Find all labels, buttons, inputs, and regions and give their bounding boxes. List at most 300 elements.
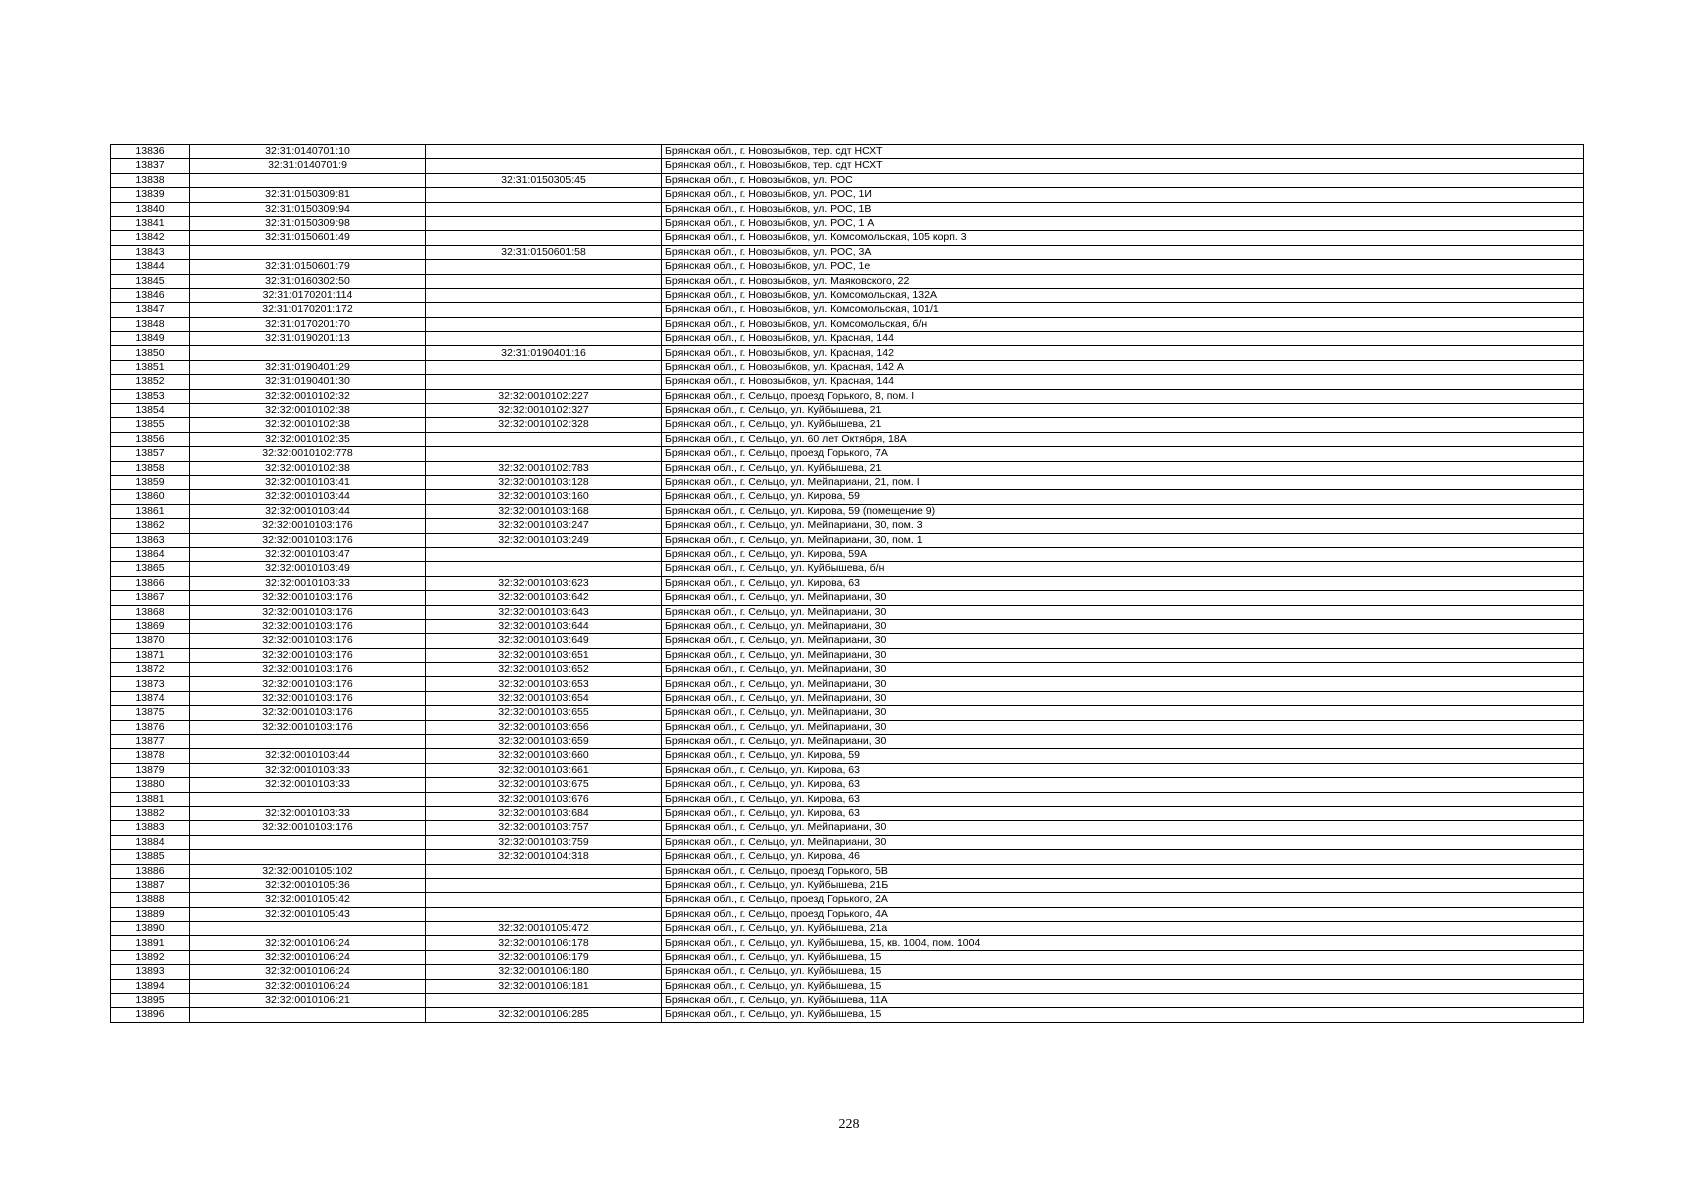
table-row	[111, 475, 1584, 489]
object-cadastral-number-cell: 32:32:0010103:643	[426, 605, 662, 619]
cadastral-number-cell: 32:32:0010103:176	[190, 605, 426, 619]
object-cadastral-number-cell: 32:32:0010103:675	[426, 778, 662, 792]
address-cell: Брянская обл., г. Новозыбков, ул. Красная, 144	[662, 375, 1584, 389]
address-cell: Брянская обл., г. Сельцо, ул. Кирова, 63	[662, 806, 1584, 820]
table-row	[111, 1008, 1584, 1022]
table-row	[111, 591, 1584, 605]
object-cadastral-number-cell: 32:32:0010103:654	[426, 691, 662, 705]
table-row	[111, 389, 1584, 403]
cadastral-number-cell: 32:31:0170201:70	[190, 317, 426, 331]
row-number-cell: 13868	[111, 605, 190, 619]
object-cadastral-number-cell: 32:32:0010103:652	[426, 663, 662, 677]
address-cell: Брянская обл., г. Сельцо, ул. Мейпариани, 30	[662, 591, 1584, 605]
row-number-cell: 13871	[111, 648, 190, 662]
registry-sheet	[110, 144, 1584, 1023]
object-cadastral-number-cell: 32:32:0010103:642	[426, 591, 662, 605]
table-row	[111, 950, 1584, 964]
address-cell: Брянская обл., г. Сельцо, ул. Мейпариани, 30	[662, 706, 1584, 720]
table-row	[111, 288, 1584, 302]
object-cadastral-number-cell: 32:32:0010103:653	[426, 677, 662, 691]
cadastral-number-cell	[190, 922, 426, 936]
cadastral-number-cell: 32:32:0010103:41	[190, 475, 426, 489]
address-cell: Брянская обл., г. Сельцо, ул. Куйбышева, 15, кв. 1004, пом. 1004	[662, 936, 1584, 950]
object-cadastral-number-cell	[426, 274, 662, 288]
table-row	[111, 547, 1584, 561]
row-number-cell: 13854	[111, 404, 190, 418]
object-cadastral-number-cell: 32:32:0010103:655	[426, 706, 662, 720]
cadastral-number-cell: 32:32:0010103:176	[190, 677, 426, 691]
table-row	[111, 720, 1584, 734]
cadastral-number-cell: 32:31:0150601:79	[190, 260, 426, 274]
table-row	[111, 231, 1584, 245]
row-number-cell: 13841	[111, 216, 190, 230]
row-number-cell: 13853	[111, 389, 190, 403]
address-cell: Брянская обл., г. Сельцо, ул. Мейпариани, 30	[662, 821, 1584, 835]
row-number-cell: 13843	[111, 245, 190, 259]
object-cadastral-number-cell: 32:32:0010103:644	[426, 619, 662, 633]
object-cadastral-number-cell	[426, 159, 662, 173]
row-number-cell: 13895	[111, 994, 190, 1008]
table-row	[111, 346, 1584, 360]
address-cell: Брянская обл., г. Новозыбков, ул. Комсомольская, б/н	[662, 317, 1584, 331]
table-row	[111, 375, 1584, 389]
table-row	[111, 404, 1584, 418]
object-cadastral-number-cell: 32:32:0010103:651	[426, 648, 662, 662]
table-row	[111, 850, 1584, 864]
table-row	[111, 274, 1584, 288]
cadastral-number-cell: 32:32:0010103:176	[190, 691, 426, 705]
address-cell: Брянская обл., г. Сельцо, проезд Горького, 2А	[662, 893, 1584, 907]
object-cadastral-number-cell: 32:32:0010103:649	[426, 634, 662, 648]
address-cell: Брянская обл., г. Сельцо, ул. Мейпариани, 30	[662, 720, 1584, 734]
row-number-cell: 13877	[111, 735, 190, 749]
cadastral-number-cell	[190, 245, 426, 259]
address-cell: Брянская обл., г. Новозыбков, ул. РОС, 1е	[662, 260, 1584, 274]
table-row	[111, 792, 1584, 806]
row-number-cell: 13859	[111, 475, 190, 489]
cadastral-number-cell: 32:32:0010106:24	[190, 979, 426, 993]
object-cadastral-number-cell	[426, 864, 662, 878]
object-cadastral-number-cell: 32:32:0010103:661	[426, 763, 662, 777]
table-row	[111, 806, 1584, 820]
row-number-cell: 13891	[111, 936, 190, 950]
address-cell: Брянская обл., г. Сельцо, ул. Куйбышева, 15	[662, 1008, 1584, 1022]
table-row	[111, 648, 1584, 662]
object-cadastral-number-cell	[426, 432, 662, 446]
cadastral-number-cell: 32:32:0010103:33	[190, 763, 426, 777]
row-number-cell: 13883	[111, 821, 190, 835]
address-cell: Брянская обл., г. Сельцо, ул. Мейпариани, 21, пом. I	[662, 475, 1584, 489]
cadastral-number-cell: 32:32:0010103:33	[190, 778, 426, 792]
table-row	[111, 936, 1584, 950]
row-number-cell: 13862	[111, 519, 190, 533]
address-cell: Брянская обл., г. Сельцо, ул. Мейпариани, 30	[662, 605, 1584, 619]
object-cadastral-number-cell: 32:32:0010103:656	[426, 720, 662, 734]
cadastral-number-cell: 32:31:0150309:81	[190, 188, 426, 202]
address-cell: Брянская обл., г. Сельцо, проезд Горького, 7А	[662, 447, 1584, 461]
row-number-cell: 13866	[111, 576, 190, 590]
table-row	[111, 907, 1584, 921]
address-cell: Брянская обл., г. Новозыбков, ул. РОС, 1В	[662, 202, 1584, 216]
table-row	[111, 864, 1584, 878]
row-number-cell: 13849	[111, 332, 190, 346]
row-number-cell: 13876	[111, 720, 190, 734]
address-cell: Брянская обл., г. Сельцо, ул. Куйбышева, 15	[662, 950, 1584, 964]
row-number-cell: 13884	[111, 835, 190, 849]
table-row	[111, 922, 1584, 936]
address-cell: Брянская обл., г. Сельцо, ул. Куйбышева, 21	[662, 418, 1584, 432]
address-cell: Брянская обл., г. Сельцо, ул. Мейпариани, 30	[662, 735, 1584, 749]
object-cadastral-number-cell: 32:32:0010106:179	[426, 950, 662, 964]
table-row	[111, 691, 1584, 705]
address-cell: Брянская обл., г. Сельцо, ул. Куйбышева, 21Б	[662, 878, 1584, 892]
table-row	[111, 447, 1584, 461]
cadastral-number-cell: 32:32:0010103:176	[190, 619, 426, 633]
row-number-cell: 13875	[111, 706, 190, 720]
cadastral-number-cell: 32:32:0010106:24	[190, 950, 426, 964]
table-row	[111, 706, 1584, 720]
row-number-cell: 13842	[111, 231, 190, 245]
object-cadastral-number-cell: 32:32:0010103:676	[426, 792, 662, 806]
address-cell: Брянская обл., г. Сельцо, ул. Мейпариани, 30, пом. 3	[662, 519, 1584, 533]
row-number-cell: 13863	[111, 533, 190, 547]
row-number-cell: 13890	[111, 922, 190, 936]
address-cell: Брянская обл., г. Сельцо, ул. Куйбышева, 21	[662, 461, 1584, 475]
row-number-cell: 13882	[111, 806, 190, 820]
address-cell: Брянская обл., г. Сельцо, ул. Кирова, 59	[662, 749, 1584, 763]
object-cadastral-number-cell: 32:32:0010103:660	[426, 749, 662, 763]
table-row	[111, 145, 1584, 159]
row-number-cell: 13860	[111, 490, 190, 504]
address-cell: Брянская обл., г. Сельцо, проезд Горького, 4А	[662, 907, 1584, 921]
table-row	[111, 432, 1584, 446]
address-cell: Брянская обл., г. Сельцо, ул. Кирова, 63	[662, 576, 1584, 590]
object-cadastral-number-cell: 32:32:0010103:684	[426, 806, 662, 820]
cadastral-number-cell: 32:32:0010103:176	[190, 663, 426, 677]
cadastral-number-cell: 32:32:0010105:43	[190, 907, 426, 921]
table-row	[111, 490, 1584, 504]
object-cadastral-number-cell	[426, 893, 662, 907]
object-cadastral-number-cell	[426, 447, 662, 461]
table-row	[111, 245, 1584, 259]
address-cell: Брянская обл., г. Сельцо, ул. Мейпариани, 30	[662, 691, 1584, 705]
cadastral-number-cell: 32:32:0010103:176	[190, 821, 426, 835]
cadastral-number-cell: 32:31:0150309:98	[190, 216, 426, 230]
row-number-cell: 13870	[111, 634, 190, 648]
object-cadastral-number-cell: 32:32:0010103:247	[426, 519, 662, 533]
cadastral-number-cell: 32:31:0150601:49	[190, 231, 426, 245]
cadastral-number-cell: 32:32:0010103:176	[190, 706, 426, 720]
cadastral-number-cell: 32:31:0170201:172	[190, 303, 426, 317]
table-row	[111, 979, 1584, 993]
row-number-cell: 13885	[111, 850, 190, 864]
object-cadastral-number-cell: 32:32:0010103:128	[426, 475, 662, 489]
table-row	[111, 835, 1584, 849]
object-cadastral-number-cell: 32:32:0010106:180	[426, 965, 662, 979]
cadastral-number-cell: 32:31:0160302:50	[190, 274, 426, 288]
row-number-cell: 13840	[111, 202, 190, 216]
cadastral-number-cell: 32:32:0010103:33	[190, 806, 426, 820]
row-number-cell: 13892	[111, 950, 190, 964]
cadastral-number-cell: 32:32:0010105:102	[190, 864, 426, 878]
cadastral-number-cell: 32:32:0010102:38	[190, 418, 426, 432]
address-cell: Брянская обл., г. Сельцо, ул. Мейпариани, 30	[662, 663, 1584, 677]
cadastral-number-cell: 32:32:0010103:44	[190, 504, 426, 518]
cadastral-number-cell: 32:31:0190401:29	[190, 360, 426, 374]
cadastral-number-cell: 32:32:0010106:21	[190, 994, 426, 1008]
cadastral-number-cell: 32:32:0010106:24	[190, 936, 426, 950]
row-number-cell: 13887	[111, 878, 190, 892]
cadastral-number-cell: 32:32:0010102:38	[190, 461, 426, 475]
cadastral-number-cell	[190, 173, 426, 187]
object-cadastral-number-cell	[426, 360, 662, 374]
row-number-cell: 13867	[111, 591, 190, 605]
row-number-cell: 13872	[111, 663, 190, 677]
object-cadastral-number-cell: 32:32:0010102:783	[426, 461, 662, 475]
address-cell: Брянская обл., г. Новозыбков, тер. сдт НСХТ	[662, 159, 1584, 173]
address-cell: Брянская обл., г. Новозыбков, ул. Красная, 144	[662, 332, 1584, 346]
address-cell: Брянская обл., г. Новозыбков, ул. РОС, 1И	[662, 188, 1584, 202]
row-number-cell: 13869	[111, 619, 190, 633]
cadastral-number-cell: 32:32:0010102:32	[190, 389, 426, 403]
address-cell: Брянская обл., г. Новозыбков, ул. Комсомольская, 101/1	[662, 303, 1584, 317]
row-number-cell: 13881	[111, 792, 190, 806]
cadastral-number-cell: 32:32:0010102:778	[190, 447, 426, 461]
cadastral-number-cell: 32:32:0010103:176	[190, 519, 426, 533]
address-cell: Брянская обл., г. Сельцо, ул. Куйбышева, 15	[662, 979, 1584, 993]
cadastral-number-cell: 32:32:0010103:176	[190, 591, 426, 605]
object-cadastral-number-cell: 32:32:0010104:318	[426, 850, 662, 864]
row-number-cell: 13864	[111, 547, 190, 561]
table-row	[111, 878, 1584, 892]
table-row	[111, 260, 1584, 274]
row-number-cell: 13845	[111, 274, 190, 288]
row-number-cell: 13888	[111, 893, 190, 907]
object-cadastral-number-cell: 32:31:0190401:16	[426, 346, 662, 360]
cadastral-number-cell: 32:32:0010105:42	[190, 893, 426, 907]
table-row	[111, 216, 1584, 230]
object-cadastral-number-cell: 32:32:0010102:327	[426, 404, 662, 418]
object-cadastral-number-cell: 32:32:0010102:328	[426, 418, 662, 432]
cadastral-number-cell: 32:31:0150309:94	[190, 202, 426, 216]
object-cadastral-number-cell	[426, 907, 662, 921]
table-row	[111, 418, 1584, 432]
row-number-cell: 13874	[111, 691, 190, 705]
address-cell: Брянская обл., г. Сельцо, проезд Горького, 5В	[662, 864, 1584, 878]
address-cell: Брянская обл., г. Сельцо, ул. Куйбышева, 21а	[662, 922, 1584, 936]
address-cell: Брянская обл., г. Сельцо, ул. Кирова, 46	[662, 850, 1584, 864]
object-cadastral-number-cell: 32:32:0010103:168	[426, 504, 662, 518]
page-number: 228	[838, 1117, 860, 1132]
row-number-cell: 13858	[111, 461, 190, 475]
cadastral-number-cell	[190, 850, 426, 864]
row-number-cell: 13839	[111, 188, 190, 202]
object-cadastral-number-cell: 32:32:0010106:178	[426, 936, 662, 950]
address-cell: Брянская обл., г. Новозыбков, ул. РОС, 1 А	[662, 216, 1584, 230]
table-row	[111, 619, 1584, 633]
table-row	[111, 317, 1584, 331]
object-cadastral-number-cell	[426, 288, 662, 302]
address-cell: Брянская обл., г. Новозыбков, ул. РОС, 3А	[662, 245, 1584, 259]
cadastral-number-cell: 32:31:0190401:30	[190, 375, 426, 389]
cadastral-number-cell: 32:32:0010103:176	[190, 634, 426, 648]
object-cadastral-number-cell	[426, 547, 662, 561]
row-number-cell: 13847	[111, 303, 190, 317]
row-number-cell: 13837	[111, 159, 190, 173]
table-row	[111, 188, 1584, 202]
table-row	[111, 763, 1584, 777]
cadastral-number-cell: 32:32:0010103:33	[190, 576, 426, 590]
table-row	[111, 634, 1584, 648]
address-cell: Брянская обл., г. Сельцо, ул. Мейпариани, 30	[662, 677, 1584, 691]
object-cadastral-number-cell: 32:32:0010103:623	[426, 576, 662, 590]
object-cadastral-number-cell	[426, 202, 662, 216]
row-number-cell: 13855	[111, 418, 190, 432]
row-number-cell: 13838	[111, 173, 190, 187]
address-cell: Брянская обл., г. Сельцо, ул. Мейпариани, 30	[662, 835, 1584, 849]
row-number-cell: 13861	[111, 504, 190, 518]
cadastral-number-cell: 32:31:0190201:13	[190, 332, 426, 346]
object-cadastral-number-cell: 32:32:0010105:472	[426, 922, 662, 936]
cadastral-number-cell: 32:32:0010103:176	[190, 720, 426, 734]
cadastral-number-cell	[190, 792, 426, 806]
object-cadastral-number-cell: 32:31:0150601:58	[426, 245, 662, 259]
object-cadastral-number-cell	[426, 145, 662, 159]
row-number-cell: 13846	[111, 288, 190, 302]
row-number-cell: 13857	[111, 447, 190, 461]
address-cell: Брянская обл., г. Сельцо, ул. Кирова, 59 (помещение 9)	[662, 504, 1584, 518]
address-cell: Брянская обл., г. Сельцо, ул. Мейпариани, 30, пом. 1	[662, 533, 1584, 547]
address-cell: Брянская обл., г. Сельцо, ул. Мейпариани, 30	[662, 634, 1584, 648]
table-row	[111, 893, 1584, 907]
row-number-cell: 13893	[111, 965, 190, 979]
table-row	[111, 533, 1584, 547]
object-cadastral-number-cell	[426, 332, 662, 346]
address-cell: Брянская обл., г. Новозыбков, ул. РОС	[662, 173, 1584, 187]
table-row	[111, 303, 1584, 317]
cadastral-number-cell: 32:31:0140701:9	[190, 159, 426, 173]
table-row	[111, 576, 1584, 590]
table-row	[111, 159, 1584, 173]
table-row	[111, 173, 1584, 187]
object-cadastral-number-cell	[426, 216, 662, 230]
cadastral-number-cell: 32:32:0010103:47	[190, 547, 426, 561]
table-row	[111, 965, 1584, 979]
cadastral-number-cell	[190, 835, 426, 849]
row-number-cell: 13873	[111, 677, 190, 691]
registry-table-body	[111, 145, 1584, 1023]
table-row	[111, 663, 1584, 677]
address-cell: Брянская обл., г. Сельцо, ул. Куйбышева, б/н	[662, 562, 1584, 576]
cadastral-number-cell: 32:32:0010105:36	[190, 878, 426, 892]
address-cell: Брянская обл., г. Новозыбков, ул. Комсомольская, 132А	[662, 288, 1584, 302]
table-row	[111, 735, 1584, 749]
address-cell: Брянская обл., г. Новозыбков, тер. сдт НСХТ	[662, 145, 1584, 159]
object-cadastral-number-cell: 32:32:0010103:160	[426, 490, 662, 504]
cadastral-number-cell: 32:32:0010103:176	[190, 533, 426, 547]
address-cell: Брянская обл., г. Новозыбков, ул. Комсомольская, 105 корп. 3	[662, 231, 1584, 245]
table-row	[111, 519, 1584, 533]
object-cadastral-number-cell: 32:32:0010103:757	[426, 821, 662, 835]
row-number-cell: 13848	[111, 317, 190, 331]
table-row	[111, 994, 1584, 1008]
address-cell: Брянская обл., г. Сельцо, ул. Куйбышева, 21	[662, 404, 1584, 418]
table-row	[111, 461, 1584, 475]
row-number-cell: 13880	[111, 778, 190, 792]
table-row	[111, 202, 1584, 216]
row-number-cell: 13879	[111, 763, 190, 777]
object-cadastral-number-cell	[426, 188, 662, 202]
object-cadastral-number-cell	[426, 231, 662, 245]
cadastral-number-cell: 32:32:0010102:35	[190, 432, 426, 446]
object-cadastral-number-cell: 32:32:0010106:181	[426, 979, 662, 993]
address-cell: Брянская обл., г. Сельцо, ул. Кирова, 63	[662, 778, 1584, 792]
cadastral-number-cell: 32:32:0010103:44	[190, 490, 426, 504]
cadastral-number-cell: 32:32:0010106:24	[190, 965, 426, 979]
object-cadastral-number-cell	[426, 562, 662, 576]
object-cadastral-number-cell: 32:31:0150305:45	[426, 173, 662, 187]
row-number-cell: 13894	[111, 979, 190, 993]
object-cadastral-number-cell	[426, 303, 662, 317]
table-row	[111, 749, 1584, 763]
table-row	[111, 360, 1584, 374]
address-cell: Брянская обл., г. Сельцо, ул. Мейпариани, 30	[662, 619, 1584, 633]
row-number-cell: 13856	[111, 432, 190, 446]
address-cell: Брянская обл., г. Сельцо, ул. Кирова, 63	[662, 792, 1584, 806]
row-number-cell: 13852	[111, 375, 190, 389]
address-cell: Брянская обл., г. Сельцо, ул. Куйбышева, 11А	[662, 994, 1584, 1008]
cadastral-number-cell: 32:32:0010103:176	[190, 648, 426, 662]
row-number-cell: 13896	[111, 1008, 190, 1022]
cadastral-number-cell	[190, 1008, 426, 1022]
row-number-cell: 13844	[111, 260, 190, 274]
cadastral-number-cell: 32:31:0140701:10	[190, 145, 426, 159]
registry-table	[110, 144, 1584, 1023]
cadastral-number-cell: 32:32:0010103:44	[190, 749, 426, 763]
table-row	[111, 605, 1584, 619]
object-cadastral-number-cell: 32:32:0010103:759	[426, 835, 662, 849]
address-cell: Брянская обл., г. Сельцо, ул. Куйбышева, 15	[662, 965, 1584, 979]
object-cadastral-number-cell	[426, 375, 662, 389]
table-row	[111, 821, 1584, 835]
row-number-cell: 13850	[111, 346, 190, 360]
address-cell: Брянская обл., г. Сельцо, ул. Мейпариани, 30	[662, 648, 1584, 662]
row-number-cell: 13865	[111, 562, 190, 576]
object-cadastral-number-cell: 32:32:0010102:227	[426, 389, 662, 403]
cadastral-number-cell	[190, 735, 426, 749]
address-cell: Брянская обл., г. Сельцо, ул. Кирова, 63	[662, 763, 1584, 777]
row-number-cell: 13889	[111, 907, 190, 921]
table-row	[111, 332, 1584, 346]
row-number-cell: 13851	[111, 360, 190, 374]
address-cell: Брянская обл., г. Новозыбков, ул. Красная, 142 А	[662, 360, 1584, 374]
address-cell: Брянская обл., г. Новозыбков, ул. Красная, 142	[662, 346, 1584, 360]
object-cadastral-number-cell	[426, 994, 662, 1008]
object-cadastral-number-cell	[426, 878, 662, 892]
object-cadastral-number-cell: 32:32:0010103:659	[426, 735, 662, 749]
table-row	[111, 504, 1584, 518]
table-row	[111, 778, 1584, 792]
object-cadastral-number-cell	[426, 260, 662, 274]
address-cell: Брянская обл., г. Сельцо, ул. 60 лет Октября, 18А	[662, 432, 1584, 446]
object-cadastral-number-cell: 32:32:0010106:285	[426, 1008, 662, 1022]
row-number-cell: 13886	[111, 864, 190, 878]
table-row	[111, 677, 1584, 691]
object-cadastral-number-cell	[426, 317, 662, 331]
row-number-cell: 13878	[111, 749, 190, 763]
cadastral-number-cell: 32:32:0010102:38	[190, 404, 426, 418]
object-cadastral-number-cell: 32:32:0010103:249	[426, 533, 662, 547]
